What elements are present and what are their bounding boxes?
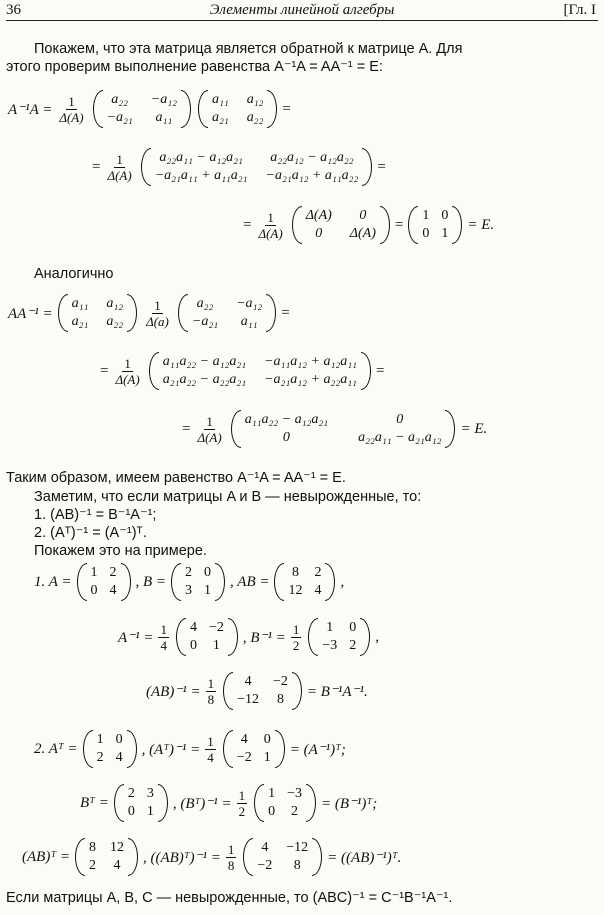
example-2-line-1 — [34, 730, 346, 768]
matrix-bracket — [243, 838, 253, 876]
matrix-cell: 1 — [146, 804, 154, 819]
math-symbol: = — [100, 362, 109, 379]
fraction — [195, 414, 223, 445]
math-symbol: 2. Aᵀ = — [34, 740, 78, 757]
matrix — [176, 618, 238, 656]
matrix — [292, 206, 390, 244]
chapter-label: [Гл. I — [563, 2, 596, 18]
fraction-numerator: 1 — [116, 151, 123, 167]
matrix-bracket — [228, 618, 238, 656]
matrix-bracket — [361, 352, 371, 390]
matrix-cell: −2 — [236, 750, 252, 765]
math-symbol: = — [182, 420, 191, 437]
page-number: 36 — [6, 2, 21, 18]
matrix-cell: −2 — [208, 620, 224, 635]
matrix-bracket — [198, 90, 208, 128]
paragraph-line: Аналогично — [34, 266, 114, 282]
fraction — [237, 788, 248, 819]
matrix-bracket — [306, 784, 316, 822]
paragraph-line: Покажем, что эта матрица является обратной к матрице A. Для — [34, 41, 463, 57]
matrix-cell: 0 — [127, 804, 135, 819]
matrix-cell: a₁₁ — [71, 296, 89, 311]
math-symbol: = — [377, 158, 386, 175]
matrix-bracket — [267, 90, 277, 128]
fraction — [144, 298, 171, 329]
matrix-cell: −a₂₁a₁₂ + a₁₁a₂₂ — [265, 168, 359, 183]
matrix-bracket — [408, 206, 418, 244]
running-title: Элементы линейной алгебры — [209, 2, 395, 18]
matrix-cell: 0 — [422, 226, 430, 241]
math-symbol: 1. A = — [34, 573, 72, 590]
matrix-bracket — [181, 90, 191, 128]
matrix-cell: a₁₁ — [155, 110, 173, 125]
matrix-cell: 2 — [349, 638, 357, 653]
fraction — [158, 622, 169, 653]
equation-1 — [8, 90, 291, 128]
math-symbol: = (B⁻¹)ᵀ; — [320, 795, 378, 812]
matrix-cell: 4 — [115, 750, 123, 765]
matrix-bracket — [141, 148, 151, 186]
fraction-numerator: 1 — [68, 93, 75, 109]
matrix — [58, 294, 137, 332]
matrix — [114, 784, 168, 822]
math-symbol: = E. — [467, 216, 495, 233]
fraction-numerator: 1 — [207, 733, 214, 749]
matrix-cell: a₂₁ — [211, 110, 229, 125]
fraction — [105, 152, 133, 183]
matrix-cell: 8 — [291, 565, 299, 580]
equation-4 — [8, 294, 290, 332]
matrix-cell: 2 — [88, 858, 96, 873]
matrix-cell: 0 — [282, 430, 290, 445]
matrix-cell: a₂₂a₁₂ − a₁₂a₂₂ — [270, 150, 354, 165]
matrix-bracket — [58, 294, 68, 332]
matrix-cell: a₁₁ — [240, 314, 258, 329]
matrix-cell: a₁₁a₂₂ − a₁₂a₂₁ — [162, 354, 247, 369]
matrix-cell: a₂₂ — [106, 314, 124, 329]
example-1-line-2 — [118, 618, 379, 656]
matrix-cell: 0 — [263, 732, 271, 747]
matrix-cell: 4 — [189, 620, 197, 635]
math-symbol: = ((AB)⁻¹)ᵀ. — [327, 849, 402, 866]
matrix-cell: 8 — [293, 858, 301, 873]
matrix-cell: a₂₂ — [111, 92, 129, 107]
matrix-cell: 2 — [185, 565, 193, 580]
math-symbol: = E. — [460, 420, 488, 437]
matrix-cell: 2 — [127, 786, 135, 801]
matrix-cell: 1 — [441, 226, 449, 241]
matrix-bracket — [127, 730, 137, 768]
matrix-cell: a₁₂ — [106, 296, 124, 311]
matrix-bracket — [127, 294, 137, 332]
matrix-cell: a₁₁ — [211, 92, 229, 107]
matrix-bracket — [308, 618, 318, 656]
example-1-line-1 — [34, 563, 344, 601]
paragraph-line: Покажем это на примере. — [34, 543, 207, 559]
math-symbol: (AB)ᵀ = — [22, 848, 70, 865]
fraction-denominator: 8 — [227, 857, 235, 873]
matrix-bracket — [292, 206, 302, 244]
matrix-cell: 0 — [359, 208, 367, 223]
matrix-cell: 12 — [109, 840, 124, 855]
matrix — [254, 784, 316, 822]
fraction — [113, 356, 141, 387]
matrix-bracket — [452, 206, 462, 244]
matrix-bracket — [215, 563, 225, 601]
fraction-numerator: 1 — [207, 675, 215, 691]
math-symbol: , (Aᵀ)⁻¹ = — [141, 741, 201, 758]
matrix-cell: 2 — [291, 804, 299, 819]
fraction-denominator: Δ(A) — [107, 167, 132, 183]
matrix-cell: −12 — [237, 692, 260, 707]
fraction-denominator: 4 — [160, 637, 167, 653]
equation-6 — [182, 410, 487, 448]
fraction-denominator: 2 — [292, 637, 300, 653]
equation-2 — [92, 148, 386, 186]
matrix-cell: 1 — [212, 638, 220, 653]
math-symbol: = B⁻¹A⁻¹. — [306, 683, 368, 700]
matrix-bracket — [223, 730, 233, 768]
matrix-cell: −2 — [257, 858, 273, 873]
math-symbol: = — [243, 216, 252, 233]
matrix-cell: −a₂₁ — [106, 110, 133, 125]
fraction-numerator: 1 — [292, 621, 300, 637]
math-symbol: (AB)⁻¹ = — [146, 683, 201, 700]
matrix-cell: 4 — [240, 732, 248, 747]
matrix-bracket — [254, 784, 264, 822]
fraction-numerator: 1 — [124, 355, 131, 371]
matrix-cell: 3 — [185, 583, 193, 598]
fraction-denominator: 2 — [238, 803, 246, 819]
matrix-bracket — [445, 410, 455, 448]
matrix-cell: 8 — [276, 692, 284, 707]
matrix-cell: a₂₂ — [246, 110, 264, 125]
fraction — [57, 94, 85, 125]
matrix-cell: 1 — [326, 620, 334, 635]
matrix — [141, 148, 373, 186]
matrix-cell: −a₁₂ — [236, 296, 263, 311]
matrix-bracket — [266, 294, 276, 332]
matrix-cell: Δ(A) — [305, 208, 332, 223]
matrix-cell: −2 — [273, 674, 288, 689]
matrix-cell: −12 — [286, 840, 309, 855]
matrix-cell: −a₂₁a₁₂ + a₂₂a₁₁ — [264, 372, 357, 387]
matrix-cell: a₂₂ — [196, 296, 214, 311]
matrix-bracket — [380, 206, 390, 244]
equation-3 — [243, 206, 494, 244]
math-symbol: Bᵀ = — [80, 794, 109, 811]
fraction-numerator: 1 — [227, 841, 235, 857]
paragraph-line: Таким образом, имеем равенство A⁻¹A = AA⁻¹ = E. — [6, 470, 346, 486]
list-item: 1. (AB)⁻¹ = B⁻¹A⁻¹; — [34, 507, 157, 523]
running-header — [6, 2, 598, 21]
eq-lhs: A⁻¹A = — [8, 101, 53, 118]
math-symbol: AA⁻¹ = — [8, 305, 53, 322]
fraction-numerator: 1 — [154, 297, 161, 313]
matrix-cell: a₂₁a₂₂ − a₂₂a₂₁ — [162, 372, 247, 387]
matrix-bracket — [77, 563, 87, 601]
math-symbol: , ((AB)ᵀ)⁻¹ = — [142, 849, 221, 866]
matrix-cell: 0 — [396, 412, 404, 427]
matrix-cell: 4 — [109, 583, 117, 598]
matrix-cell: −a₁₂ — [150, 92, 177, 107]
matrix-cell: 1 — [90, 565, 98, 580]
matrix-cell: 0 — [315, 226, 323, 241]
matrix-bracket — [83, 730, 93, 768]
paragraph-line: Заметим, что если матрицы A и B — невырожденные, то: — [34, 489, 422, 505]
matrix — [83, 730, 137, 768]
example-2-line-2 — [80, 784, 377, 822]
matrix-cell: 8 — [88, 840, 96, 855]
matrix-cell: 2 — [314, 565, 322, 580]
matrix — [75, 838, 138, 876]
matrix-cell: 0 — [90, 583, 98, 598]
matrix-bracket — [362, 148, 372, 186]
matrix-bracket — [93, 90, 103, 128]
matrix-cell: −a₂₁ — [191, 314, 219, 329]
matrix-cell: 0 — [204, 565, 212, 580]
fraction-denominator: Δ(A) — [197, 429, 222, 445]
matrix-cell: 4 — [244, 674, 252, 689]
matrix-bracket — [178, 294, 188, 332]
matrix-bracket — [176, 618, 186, 656]
matrix-cell: 1 — [422, 208, 430, 223]
math-symbol: = — [394, 216, 404, 233]
matrix-cell: 2 — [96, 750, 104, 765]
paragraph-line: этого проверим выполнение равенства A⁻¹A = AA⁻¹ = E: — [6, 59, 383, 75]
matrix-cell: 0 — [189, 638, 197, 653]
matrix — [308, 618, 370, 656]
matrix-cell: 1 — [263, 750, 271, 765]
matrix-cell: 4 — [261, 840, 269, 855]
matrix-cell: 2 — [109, 565, 117, 580]
fraction — [291, 622, 302, 653]
matrix-cell: a₂₁ — [71, 314, 89, 329]
matrix-bracket — [360, 618, 370, 656]
math-symbol: = — [92, 158, 101, 175]
matrix-cell: 1 — [204, 583, 212, 598]
matrix-cell: 12 — [288, 583, 303, 598]
math-symbol: , B = — [135, 573, 167, 590]
matrix — [149, 352, 371, 390]
matrix — [178, 294, 276, 332]
fraction-denominator: Δ(A) — [258, 225, 283, 241]
fraction-denominator: Δ(a) — [146, 313, 169, 329]
matrix — [93, 90, 191, 128]
math-symbol: , B⁻¹ = — [242, 629, 286, 646]
matrix-cell: −3 — [287, 786, 302, 801]
example-2-line-3 — [22, 838, 401, 876]
identity-matrix — [408, 206, 462, 244]
matrix-cell: −3 — [322, 638, 338, 653]
fraction-denominator: 8 — [207, 691, 215, 707]
matrix-bracket — [158, 784, 168, 822]
math-symbol: = — [281, 304, 290, 321]
fraction-denominator: 4 — [207, 749, 214, 765]
fraction-numerator: 1 — [206, 413, 213, 429]
matrix-bracket — [171, 563, 181, 601]
math-symbol: = — [282, 100, 291, 117]
matrix-cell: 0 — [349, 620, 357, 635]
math-symbol: = (A⁻¹)ᵀ; — [289, 741, 346, 758]
fraction-denominator: Δ(A) — [59, 109, 84, 125]
matrix-bracket — [128, 838, 138, 876]
matrix — [243, 838, 322, 876]
fraction — [205, 734, 216, 765]
fraction — [256, 210, 284, 241]
matrix-cell: 0 — [115, 732, 123, 747]
matrix-bracket — [325, 563, 335, 601]
fraction-denominator: Δ(A) — [115, 371, 140, 387]
matrix-cell: 0 — [441, 208, 449, 223]
matrix-cell: 4 — [113, 858, 121, 873]
matrix-cell: a₁₂ — [246, 92, 264, 107]
math-symbol: , — [340, 573, 345, 590]
matrix-cell: a₂₂a₁₁ − a₁₂a₂₁ — [159, 150, 243, 165]
paragraph-line: Если матрицы A, B, C — невырожденные, то (ABC)⁻¹ = C⁻¹B⁻¹A⁻¹. — [6, 890, 453, 906]
math-symbol: A⁻¹ = — [118, 629, 154, 646]
matrix-bracket — [149, 352, 159, 390]
math-symbol: = — [375, 362, 385, 379]
matrix-cell: 1 — [96, 732, 104, 747]
matrix-bracket — [121, 563, 131, 601]
fraction — [206, 676, 217, 707]
matrix-cell: Δ(A) — [349, 226, 376, 241]
matrix-bracket — [274, 563, 284, 601]
matrix-cell: 3 — [146, 786, 154, 801]
math-symbol: , — [375, 628, 379, 645]
list-item: 2. (Aᵀ)⁻¹ = (A⁻¹)ᵀ. — [34, 525, 147, 541]
matrix — [223, 672, 302, 710]
matrix-cell: 1 — [268, 786, 276, 801]
matrix — [223, 730, 285, 768]
matrix-bracket — [231, 410, 241, 448]
fraction-numerator: 1 — [267, 209, 274, 225]
matrix-cell: −a₁₁a₁₂ + a₁₂a₁₁ — [264, 354, 357, 369]
fraction-numerator: 1 — [238, 787, 246, 803]
equation-5 — [100, 352, 384, 390]
matrix-cell: 0 — [268, 804, 276, 819]
math-symbol: , (Bᵀ)⁻¹ = — [172, 795, 232, 812]
math-symbol: , AB = — [230, 573, 270, 590]
matrix — [274, 563, 335, 601]
matrix-bracket — [292, 672, 302, 710]
fraction-numerator: 1 — [160, 621, 167, 637]
matrix-bracket — [75, 838, 85, 876]
fraction — [226, 842, 237, 873]
matrix-bracket — [223, 672, 233, 710]
matrix-cell: 4 — [314, 583, 322, 598]
matrix — [171, 563, 225, 601]
matrix-cell: −a₂₁a₁₁ + a₁₁a₂₁ — [154, 168, 248, 183]
matrix — [231, 410, 456, 448]
example-1-line-3 — [146, 672, 368, 710]
matrix-bracket — [312, 838, 322, 876]
matrix — [77, 563, 131, 601]
matrix-cell: a₁₁a₂₂ − a₁₂a₂₁ — [244, 412, 329, 427]
matrix-cell: a₂₂a₁₁ − a₂₁a₁₂ — [358, 430, 442, 445]
matrix — [198, 90, 277, 128]
matrix-bracket — [114, 784, 124, 822]
matrix-bracket — [275, 730, 285, 768]
